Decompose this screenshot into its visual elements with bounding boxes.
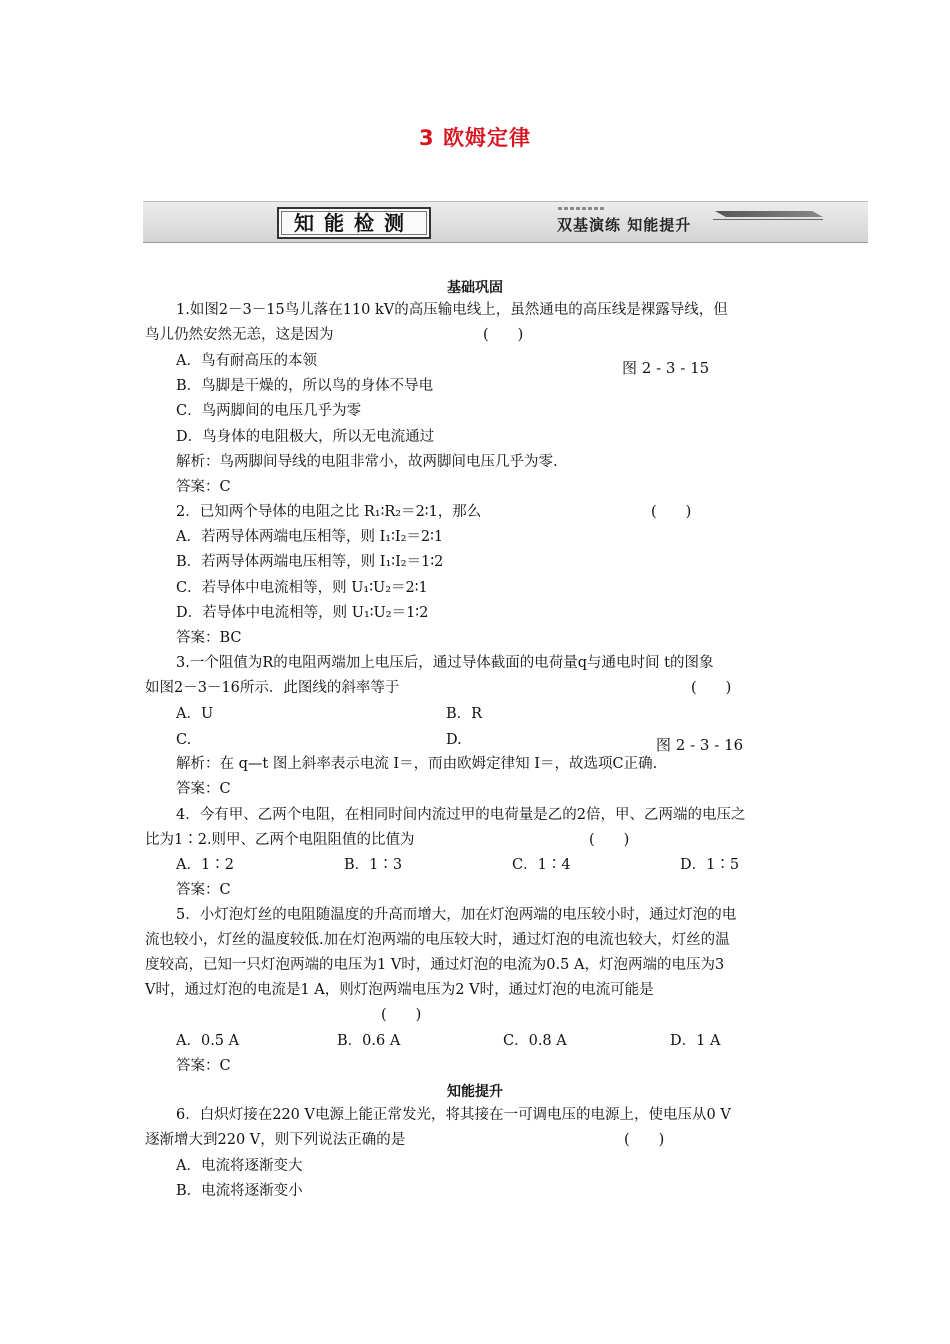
q4-option-d: D．1∶5 bbox=[680, 857, 740, 873]
q4-option-b: B．1∶3 bbox=[344, 857, 403, 873]
q4-stem-line2: 比为1∶2.则甲、乙两个电阻阻值的比值为 bbox=[145, 832, 415, 848]
q3-answer-paren: ( ) bbox=[691, 680, 732, 696]
section-banner bbox=[143, 201, 868, 243]
q5-stem-line3: 度较高，已知一只灯泡两端的电压为1 V时，通过灯泡的电流为0.5 A，灯泡两端的电压为3 bbox=[145, 957, 725, 973]
q3-analysis: 解析：在 q—t 图上斜率表示电流 I＝，而由欧姆定律知 I＝，故选项C正确. bbox=[176, 756, 658, 772]
q1-option-d: D．鸟身体的电阻极大，所以无电流通过 bbox=[176, 429, 435, 445]
q4-answer-paren: ( ) bbox=[589, 832, 630, 848]
q5-stem-line4: V时，通过灯泡的电流是1 A，则灯泡两端电压为2 V时，通过灯泡的电流可能是 bbox=[145, 982, 654, 998]
q3-stem-line2: 如图2－3－16所示．此图线的斜率等于 bbox=[145, 680, 400, 696]
q3-answer: 答案：C bbox=[176, 781, 231, 797]
q6-answer-paren: ( ) bbox=[624, 1132, 665, 1148]
q5-option-a: A．0.5 A bbox=[176, 1033, 240, 1049]
q1-option-a: A．鸟有耐高压的本领 bbox=[176, 353, 317, 369]
q3-figure-caption: 图 2 - 3 - 16 bbox=[656, 736, 744, 754]
q5-option-b: B．0.6 A bbox=[337, 1033, 401, 1049]
q2-stem: 2．已知两个导体的电阻之比 R₁∶R₂＝2∶1，那么 bbox=[176, 504, 482, 520]
banner-line bbox=[713, 219, 823, 220]
q1-analysis: 解析：鸟两脚间导线的电阻非常小，故两脚间电压几乎为零. bbox=[176, 454, 558, 470]
q3-option-d: D. bbox=[446, 732, 462, 748]
q2-option-a: A．若两导体两端电压相等，则 I₁∶I₂＝2∶1 bbox=[176, 529, 444, 545]
q1-answer-paren: ( ) bbox=[483, 327, 524, 343]
q4-answer: 答案：C bbox=[176, 882, 231, 898]
banner-subtitle: 双基演练 知能提升 bbox=[557, 216, 692, 234]
q6-stem-line1: 6．白炽灯接在220 V电源上能正常发光，将其接在一可调电压的电源上，使电压从0 V bbox=[176, 1107, 731, 1123]
q5-option-c: C．0.8 A bbox=[503, 1033, 567, 1049]
q5-stem-line2: 流也较小，灯丝的温度较低.加在灯泡两端的电压较大时，通过灯泡的电流也较大，灯丝的温 bbox=[145, 932, 730, 948]
q4-option-a: A．1∶2 bbox=[176, 857, 234, 873]
q1-answer: 答案：C bbox=[176, 479, 231, 495]
page-title: 3 欧姆定律 bbox=[419, 126, 531, 150]
q3-option-a: A．U bbox=[176, 706, 214, 722]
q5-option-d: D．1 A bbox=[670, 1033, 721, 1049]
q5-answer: 答案：C bbox=[176, 1058, 231, 1074]
q1-stem-line1: 1.如图2－3－15鸟儿落在110 kV的高压输电线上，虽然通电的高压线是裸露导线，但 bbox=[176, 302, 728, 318]
q1-option-b: B．鸟脚是干燥的，所以鸟的身体不导电 bbox=[176, 378, 434, 394]
q1-figure-caption: 图 2 - 3 - 15 bbox=[622, 359, 710, 377]
q1-option-c: C．鸟两脚间的电压几乎为零 bbox=[176, 403, 362, 419]
q1-stem-line2: 鸟儿仍然安然无恙，这是因为 bbox=[145, 327, 334, 343]
q6-option-b: B．电流将逐渐变小 bbox=[176, 1183, 303, 1199]
q3-option-c: C. bbox=[176, 732, 192, 748]
q4-option-c: C．1∶4 bbox=[512, 857, 571, 873]
banner-label: 知能检测 bbox=[277, 207, 431, 239]
section-heading-basic: 基础巩固 bbox=[447, 280, 503, 296]
q3-stem-line1: 3.一个阻值为R的电阻两端加上电压后，通过导体截面的电荷量q与通电时间 t的图象 bbox=[176, 655, 714, 671]
q6-option-a: A．电流将逐渐变大 bbox=[176, 1158, 303, 1174]
banner-dots bbox=[558, 207, 606, 210]
q2-option-b: B．若两导体两端电压相等，则 I₁∶I₂＝1∶2 bbox=[176, 554, 444, 570]
q2-option-c: C．若导体中电流相等，则 U₁∶U₂＝2∶1 bbox=[176, 580, 428, 596]
q2-answer-paren: ( ) bbox=[651, 504, 692, 520]
q3-option-b: B．R bbox=[446, 706, 483, 722]
q4-stem-line1: 4．今有甲、乙两个电阻，在相同时间内流过甲的电荷量是乙的2倍，甲、乙两端的电压之 bbox=[176, 807, 746, 823]
q5-answer-paren: ( ) bbox=[381, 1007, 422, 1023]
section-heading-advanced: 知能提升 bbox=[447, 1084, 503, 1100]
q2-option-d: D．若导体中电流相等，则 U₁∶U₂＝1∶2 bbox=[176, 605, 429, 621]
q5-stem-line1: 5．小灯泡灯丝的电阻随温度的升高而增大，加在灯泡两端的电压较小时，通过灯泡的电 bbox=[176, 907, 737, 923]
banner-stripe bbox=[715, 211, 823, 217]
q6-stem-line2: 逐渐增大到220 V，则下列说法正确的是 bbox=[145, 1132, 406, 1148]
q2-answer: 答案：BC bbox=[176, 630, 242, 646]
